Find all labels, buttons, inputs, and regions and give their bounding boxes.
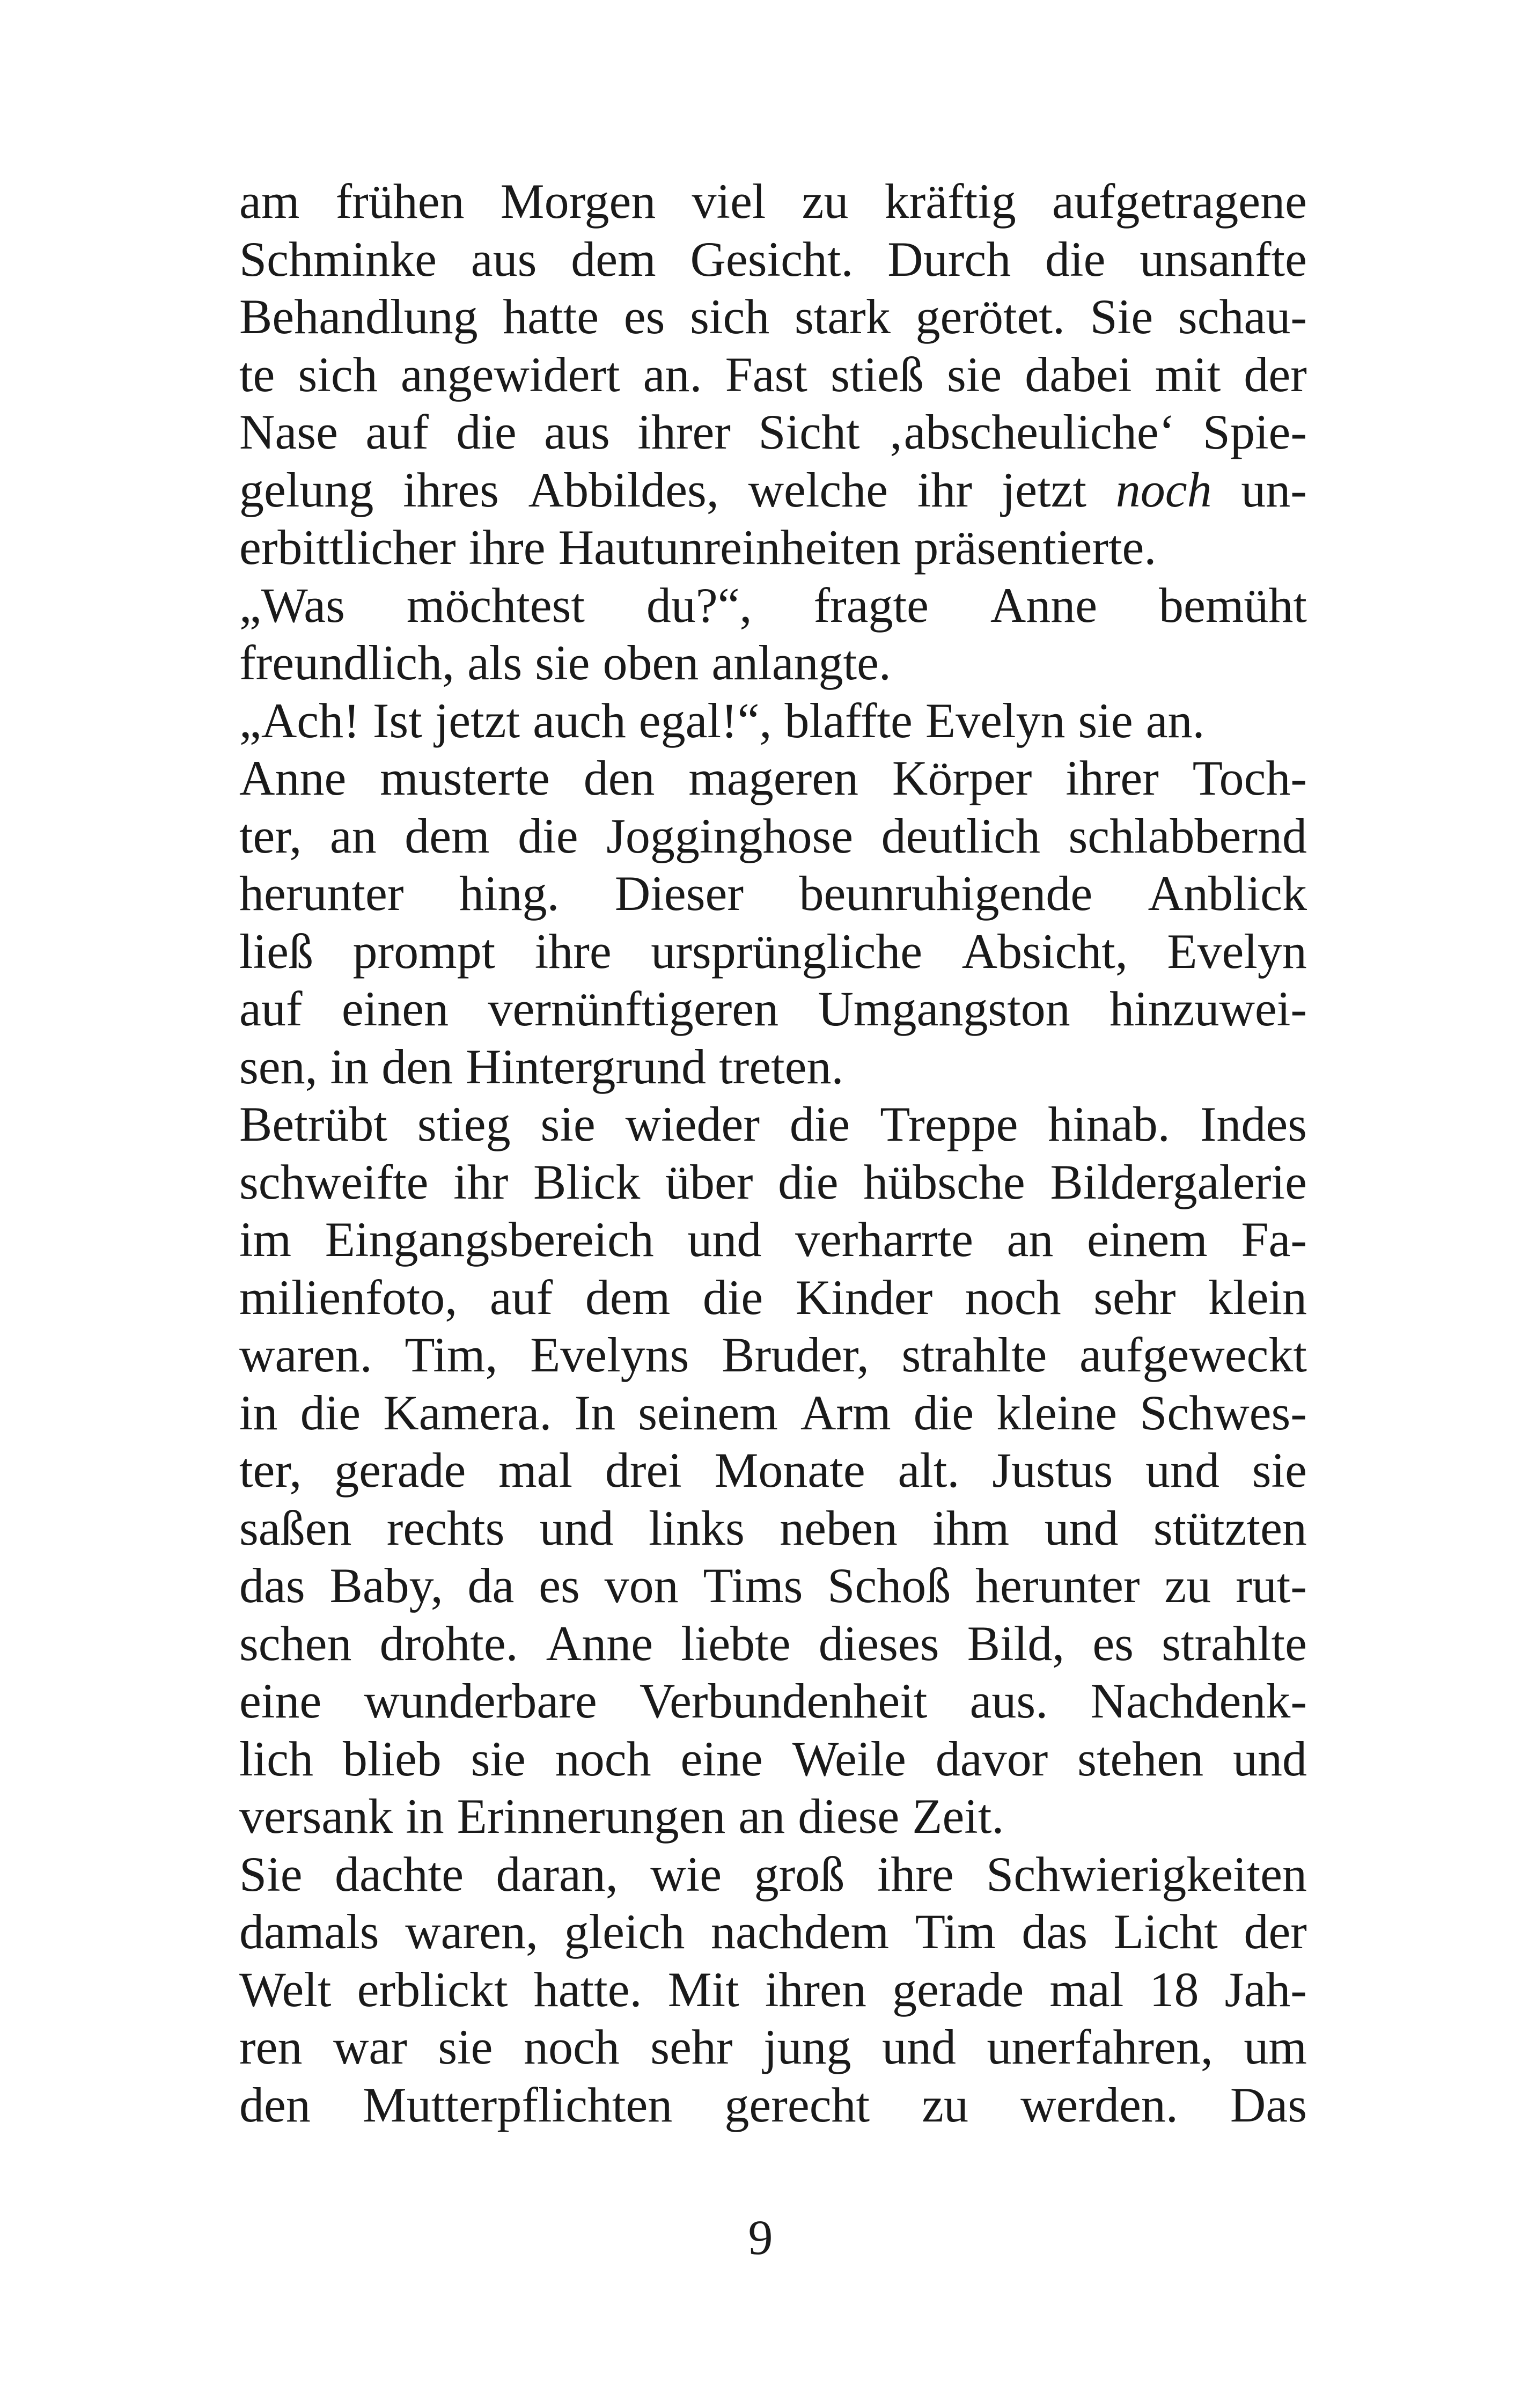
word: Kamera. — [383, 1385, 552, 1440]
word: an — [1006, 1212, 1054, 1267]
word: Tims — [703, 1558, 803, 1613]
word: das — [1022, 1904, 1088, 1959]
word: gerötet. — [915, 289, 1065, 344]
word: waren, — [405, 1904, 538, 1959]
word: strahlte — [901, 1327, 1047, 1382]
word: den — [583, 751, 655, 805]
word: auf — [365, 405, 429, 459]
word: hing. — [459, 866, 560, 921]
text-line — [239, 1096, 1307, 1154]
text-line — [239, 1615, 1307, 1673]
word: sehr — [1093, 1269, 1176, 1325]
word: angewidert — [400, 347, 620, 402]
word: noch — [555, 1731, 651, 1786]
word: prompt — [352, 923, 496, 979]
word: es — [539, 1558, 580, 1613]
word: „Ach! — [239, 693, 360, 748]
text-line — [239, 1730, 1307, 1788]
word: den — [239, 2077, 311, 2132]
word: Zeit. — [912, 1789, 1004, 1844]
text-line — [239, 1326, 1307, 1384]
text-line — [239, 1961, 1307, 2019]
word: in — [330, 1039, 369, 1094]
word: hatte. — [533, 1962, 642, 2017]
word: Ist — [372, 693, 422, 748]
word: ursprüngliche — [651, 923, 923, 979]
word: blieb — [342, 1731, 442, 1786]
word: Behandlung — [239, 289, 478, 344]
text-line — [239, 403, 1307, 461]
word: die — [702, 1269, 763, 1325]
word: Anblick — [1148, 866, 1307, 921]
word: links — [648, 1500, 745, 1555]
text-line — [239, 1846, 1307, 1904]
text-line — [239, 1154, 1307, 1212]
word: damals — [239, 1904, 379, 1959]
word: schweifte — [239, 1154, 429, 1209]
word: dabei — [1025, 347, 1132, 402]
word: Absicht, — [961, 923, 1128, 979]
word: Blick — [533, 1154, 641, 1209]
word: stark — [794, 289, 891, 344]
word: ihres — [403, 462, 499, 517]
word: da — [467, 1558, 515, 1613]
word: sie — [1252, 1443, 1307, 1497]
text-line — [239, 1038, 1307, 1096]
word: die — [518, 808, 578, 863]
word: neben — [780, 1500, 898, 1555]
word: Licht — [1113, 1904, 1218, 1959]
word: an. — [1145, 693, 1205, 748]
text-line — [239, 1442, 1307, 1500]
word: dem — [585, 1269, 671, 1325]
word: der — [1244, 347, 1307, 402]
word: möchtest — [406, 577, 585, 633]
word: die — [778, 1154, 839, 1209]
word: Morgen — [500, 174, 656, 229]
word: präsentierte. — [914, 520, 1157, 575]
word: aus — [544, 405, 610, 459]
word: ter, — [239, 1443, 302, 1497]
word: wunderbare — [364, 1673, 597, 1728]
word: herunter — [239, 866, 404, 921]
word: ihre — [534, 923, 612, 979]
word: fragte — [813, 577, 929, 633]
word: Spie- — [1202, 405, 1307, 459]
word: erblickt — [357, 1962, 508, 2017]
word: viel — [692, 174, 766, 229]
word: nachdem — [711, 1904, 890, 1959]
word: freundlich, — [239, 635, 455, 690]
word: noch — [1115, 462, 1212, 517]
text-line — [239, 231, 1307, 289]
text-line — [239, 1500, 1307, 1558]
word: mit — [1155, 347, 1221, 402]
word: Weile — [792, 1731, 906, 1786]
word: Sicht — [758, 405, 860, 459]
word: sich — [298, 347, 378, 402]
word: es — [623, 289, 665, 344]
word: Tim, — [405, 1327, 498, 1382]
word: noch — [965, 1269, 1061, 1325]
word: Hintergrund — [466, 1039, 707, 1094]
word: sie — [438, 2020, 493, 2074]
word: Bruder, — [722, 1327, 869, 1382]
word: die — [913, 1385, 974, 1440]
word: als — [467, 635, 523, 690]
word: beunruhigende — [799, 866, 1093, 921]
text-line — [239, 288, 1307, 346]
word: Mit — [667, 1962, 739, 2017]
word: Eingangsbereich — [325, 1212, 654, 1267]
word: sen, — [239, 1039, 318, 1094]
word: Umgangston — [818, 981, 1070, 1036]
word: an — [329, 808, 377, 863]
word: Körper — [892, 751, 1032, 805]
text-line — [239, 1788, 1307, 1846]
word: Sie — [239, 1846, 303, 1902]
word: mal — [498, 1443, 573, 1497]
word: Schwierigkeiten — [986, 1846, 1307, 1902]
word: Treppe — [880, 1097, 1018, 1151]
word: ihr — [917, 462, 972, 517]
word: dieses — [818, 1616, 939, 1671]
word: hatte — [503, 289, 599, 344]
word: 18 — [1149, 1962, 1199, 2017]
word: mageren — [688, 751, 859, 805]
word: schen — [239, 1616, 352, 1671]
word: die — [789, 1097, 850, 1151]
word: lich — [239, 1731, 313, 1786]
word: um — [1244, 2020, 1307, 2074]
word: zu — [922, 2077, 969, 2132]
word: aufgetragene — [1052, 174, 1307, 229]
text-line — [239, 346, 1307, 404]
word: seinem — [638, 1385, 778, 1440]
word: einen — [341, 981, 449, 1036]
text-line — [239, 923, 1307, 981]
word: ließ — [239, 923, 313, 979]
word: Das — [1230, 2077, 1307, 2132]
word: auf — [489, 1269, 553, 1325]
word: unerfahren, — [987, 2020, 1213, 2074]
word: gleich — [564, 1904, 685, 1959]
word: in — [406, 1789, 444, 1844]
word: hübsche — [863, 1154, 1025, 1209]
word: Kinder — [795, 1269, 933, 1325]
word: Mutterpflichten — [362, 2077, 673, 2132]
word: Anne — [990, 577, 1098, 633]
word: herunter — [975, 1558, 1140, 1613]
word: stieg — [417, 1097, 511, 1151]
word: eine — [239, 1673, 322, 1728]
word: und — [882, 2020, 957, 2074]
word: ihrer — [1066, 751, 1159, 805]
word: sie — [946, 347, 1002, 402]
word: schlabbernd — [1068, 808, 1307, 863]
word: und — [539, 1500, 614, 1555]
word: Nachdenk- — [1090, 1673, 1307, 1728]
word: alt. — [898, 1443, 960, 1497]
word: davor — [935, 1731, 1048, 1786]
word: blaffte — [784, 693, 913, 748]
word: eine — [680, 1731, 763, 1786]
word: ihre — [468, 520, 546, 575]
word: Anne — [239, 751, 347, 805]
word: ren — [239, 2020, 303, 2074]
word: ter, — [239, 808, 302, 863]
word: jetzt — [1001, 462, 1087, 517]
word: milienfoto, — [239, 1269, 458, 1325]
word: kleine — [996, 1385, 1118, 1440]
word: zu — [802, 174, 849, 229]
word: diese — [798, 1789, 900, 1844]
word: jetzt — [435, 693, 520, 748]
word: die — [1045, 231, 1106, 287]
word: drohte. — [379, 1616, 518, 1671]
word: Arm — [800, 1385, 891, 1440]
word: ihr — [453, 1154, 509, 1209]
word: Jah- — [1224, 1962, 1307, 2017]
word: dachte — [335, 1846, 464, 1902]
word: klein — [1208, 1269, 1307, 1325]
word: auch — [533, 693, 626, 748]
word: groß — [754, 1846, 845, 1902]
word: den — [381, 1039, 453, 1094]
word: an. — [643, 347, 702, 402]
word: dem — [405, 808, 490, 863]
text-line — [239, 750, 1307, 807]
word: Jogginghose — [606, 808, 854, 863]
word: Fa- — [1241, 1212, 1307, 1267]
text-line — [239, 461, 1307, 519]
word: In — [574, 1385, 616, 1440]
word: rut- — [1236, 1558, 1307, 1613]
word: es — [1092, 1616, 1134, 1671]
text-line — [239, 1211, 1307, 1269]
word: gerecht — [724, 2077, 870, 2132]
word: stützten — [1153, 1500, 1307, 1555]
text-line — [239, 1557, 1307, 1615]
word: und — [1233, 1731, 1307, 1786]
word: te — [239, 347, 275, 402]
word: Tim — [915, 1904, 996, 1959]
text-line — [239, 1672, 1307, 1730]
word: daran, — [496, 1846, 618, 1902]
word: ihre — [877, 1846, 954, 1902]
word: welche — [748, 462, 888, 517]
word: ihrer — [637, 405, 731, 459]
word: frühen — [335, 174, 465, 229]
word: auf — [239, 981, 303, 1036]
word: Schminke — [239, 231, 437, 287]
word: und — [687, 1212, 762, 1267]
word: versank — [239, 1789, 393, 1844]
body-text — [239, 173, 1307, 2134]
word: stieß — [831, 347, 924, 402]
text-line — [239, 634, 1307, 692]
word: aus — [471, 231, 537, 287]
word: liebte — [681, 1616, 791, 1671]
word: egal!“, — [638, 693, 772, 748]
word: im — [239, 1212, 292, 1267]
word: von — [604, 1558, 679, 1613]
word: sie — [535, 635, 590, 690]
word: gerade — [892, 1962, 1024, 2017]
word: Gesicht. — [690, 231, 854, 287]
word: ihren — [765, 1962, 866, 2017]
word: Fast — [725, 347, 807, 402]
text-line — [239, 2076, 1307, 2134]
word: Toch- — [1192, 751, 1307, 805]
word: Evelyns — [530, 1327, 689, 1382]
word: und — [1044, 1500, 1119, 1555]
word: und — [1145, 1443, 1219, 1497]
word: sich — [690, 289, 770, 344]
word: an — [738, 1789, 785, 1844]
word: Evelyn — [925, 693, 1066, 748]
text-line — [239, 1384, 1307, 1442]
word: anlangte. — [711, 635, 891, 690]
word: jung — [763, 2020, 851, 2074]
word: erbittlicher — [239, 520, 456, 575]
page-number: 9 — [748, 2210, 773, 2265]
word: unsanfte — [1140, 231, 1307, 287]
word: stehen — [1077, 1731, 1204, 1786]
text-line — [239, 2018, 1307, 2076]
word: Monate — [714, 1443, 865, 1497]
word: Bild, — [967, 1616, 1065, 1671]
word: Verbundenheit — [639, 1673, 928, 1728]
word: die — [456, 405, 517, 459]
word: Durch — [887, 231, 1011, 287]
word: mal — [1049, 1962, 1124, 2017]
word: Abbildes, — [528, 462, 719, 517]
text-line — [239, 577, 1307, 635]
text-line — [239, 692, 1307, 750]
text-line — [239, 173, 1307, 231]
word: „Was — [239, 577, 345, 633]
word: Bildergalerie — [1050, 1154, 1307, 1209]
word: schau- — [1178, 289, 1307, 344]
word: das — [239, 1558, 305, 1613]
word: Justus — [992, 1443, 1113, 1497]
word: sie — [471, 1731, 526, 1786]
word: aufgeweckt — [1079, 1327, 1307, 1382]
word: treten. — [719, 1039, 844, 1094]
word: vernünftigeren — [488, 981, 779, 1036]
word: Baby, — [329, 1558, 443, 1613]
word: werden. — [1020, 2077, 1178, 2132]
word: sie — [1078, 693, 1133, 748]
word: kräftig — [884, 174, 1016, 229]
word: einem — [1086, 1212, 1208, 1267]
word: waren. — [239, 1327, 372, 1382]
text-line — [239, 519, 1307, 577]
word: Anne — [546, 1616, 653, 1671]
word: dem — [571, 231, 656, 287]
word: Schwes- — [1140, 1385, 1307, 1440]
word: Evelyn — [1167, 923, 1307, 979]
word: un- — [1241, 462, 1307, 517]
text-line — [239, 1903, 1307, 1961]
word: Dieser — [614, 866, 744, 921]
word: noch — [523, 2020, 620, 2074]
text-line — [239, 1269, 1307, 1327]
word: Erinnerungen — [457, 1789, 726, 1844]
word: strahlte — [1162, 1616, 1307, 1671]
word: am — [239, 174, 300, 229]
word: verharrte — [795, 1212, 973, 1267]
word: rechts — [386, 1500, 505, 1555]
word: wieder — [625, 1097, 760, 1151]
word: aus. — [969, 1673, 1048, 1728]
word: Hautunreinheiten — [558, 520, 901, 575]
word: die — [300, 1385, 361, 1440]
word: in — [239, 1385, 278, 1440]
word: deutlich — [881, 808, 1040, 863]
word: der — [1244, 1904, 1307, 1959]
word: Welt — [239, 1962, 332, 2017]
word: gelung — [239, 462, 374, 517]
word: ihm — [932, 1500, 1010, 1555]
word: bemüht — [1159, 577, 1307, 633]
word: war — [333, 2020, 407, 2074]
word: ‚abscheuliche‘ — [887, 405, 1175, 459]
word: wie — [650, 1846, 722, 1902]
word: musterte — [380, 751, 550, 805]
word: gerade — [334, 1443, 466, 1497]
word: Nase — [239, 405, 338, 459]
word: drei — [605, 1443, 682, 1497]
word: Schoß — [827, 1558, 951, 1613]
word: Betrübt — [239, 1097, 387, 1151]
text-line — [239, 980, 1307, 1038]
word: hinzuwei- — [1109, 981, 1307, 1036]
text-line — [239, 807, 1307, 865]
word: sie — [540, 1097, 596, 1151]
word: Indes — [1200, 1097, 1307, 1151]
word: oben — [602, 635, 699, 690]
word: saßen — [239, 1500, 352, 1555]
word: über — [665, 1154, 753, 1209]
word: Sie — [1090, 289, 1153, 344]
word: zu — [1164, 1558, 1211, 1613]
word: du?“, — [646, 577, 752, 633]
text-line — [239, 865, 1307, 923]
word: hinab. — [1048, 1097, 1170, 1151]
word: sehr — [650, 2020, 733, 2074]
